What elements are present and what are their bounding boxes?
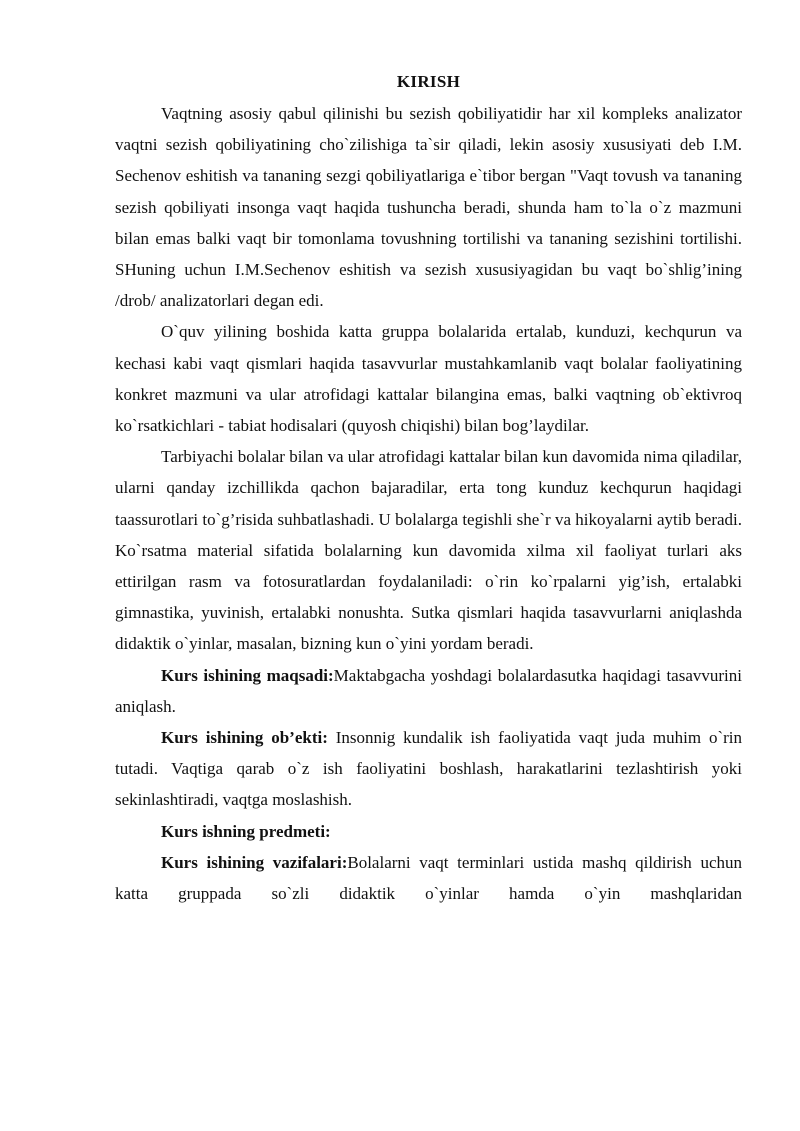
page-title: KIRISH bbox=[396, 72, 461, 91]
paragraph-2 bbox=[115, 316, 742, 441]
paragraph-tasks bbox=[115, 847, 742, 909]
paragraph-label: Kurs ishining maqsadi: bbox=[161, 665, 334, 685]
paragraph-label: Kurs ishining ob’ekti: bbox=[161, 728, 328, 748]
paragraph-1 bbox=[115, 98, 742, 316]
paragraph-object bbox=[115, 722, 742, 816]
paragraph-label: Kurs ishning predmeti: bbox=[161, 821, 331, 841]
paragraph-text: O`quv yilining boshida katta gruppa bolalarida ertalab, kunduzi, kechqurun va kechasi kabi vaqt qismlari haqida tasavvurlar mustahkamlanib vaqt bolalar faoliyatining konkret mazmuni va ular atrofidagi kattalar bilangina emas, balki vaqtning ob`ektivroq ko`rsatkichlari - tabiat hodisalari (quyosh chiqishi) bilan bog’laydilar. bbox=[115, 322, 742, 436]
paragraph-text: Bolalarni vaqt terminlari ustida mashq qildirish uchun katta gruppada so`zli didaktik o`yinlar hamda o`yin mashqlaridan bbox=[115, 852, 742, 904]
document-page bbox=[115, 72, 742, 909]
paragraph-3 bbox=[115, 441, 742, 659]
paragraph-text: Maktabgacha yoshdagi bolalardasutka haqidagi tasavvurini aniqlash. bbox=[115, 665, 742, 716]
paragraph-text: Vaqtning asosiy qabul qilinishi bu sezish qobiliyatidir har xil kompleks analizator vaqtni sezish qobiliyatining cho`zilishiga ta`sir qiladi, lekin asosiy xususiyati deb I.M. Sechenov eshitish va tananing sezgi qobiliyatlariga e`tibor bergan "Vaqt tovush va tananing sezish qobiliyati insonga vaqt haqida tushuncha beradi, shunda ham to`la o`z mazmuni bilan emas balki vaqt bir tomonlama tovushning tortilishi va tananing sezishini tortilishi. SHuning uchun I.M.Sechenov eshitish va sezish xususiyagidan bu vaqt bo`shlig’ining /drob/ analizatorlari degan edi. bbox=[115, 104, 742, 311]
paragraph-text: Tarbiyachi bolalar bilan va ular atrofidagi kattalar bilan kun davomida nima qiladilar, ularni qanday izchillikda qachon bajaradilar, erta tong kunduz kechqurun haqidagi taassurotlari to`g’risida suhbatlashadi. U bolalarga tegishli she`r va hikoyalarni aytib beradi. Ko`rsatma material sifatida bolalarning kun davomida xilma xil faoliyat turlari aks ettirilgan rasm va fotosuratlardan foydalaniladi: o`rin ko`rpalarni yig’ish, ertalabki gimnastika, yuvinish, ertalabki nonushta. Sutka qismlari haqida tasavvurlarni aniqlashda didaktik o`yinlar, masalan, bizning kun o`yini yordam beradi. bbox=[115, 447, 742, 654]
paragraph-subject bbox=[115, 816, 742, 847]
paragraph-goal bbox=[115, 660, 742, 722]
paragraph-label: Kurs ishining vazifalari: bbox=[161, 852, 348, 872]
paragraph-text: Insonnig kundalik ish faoliyatida vaqt juda muhim o`rin tutadi. Vaqtiga qarab o`z ish faoliyatini boshlash, harakatlarini tezlashtirish yoki sekinlashtiradi, vaqtga moslashish. bbox=[115, 728, 742, 810]
